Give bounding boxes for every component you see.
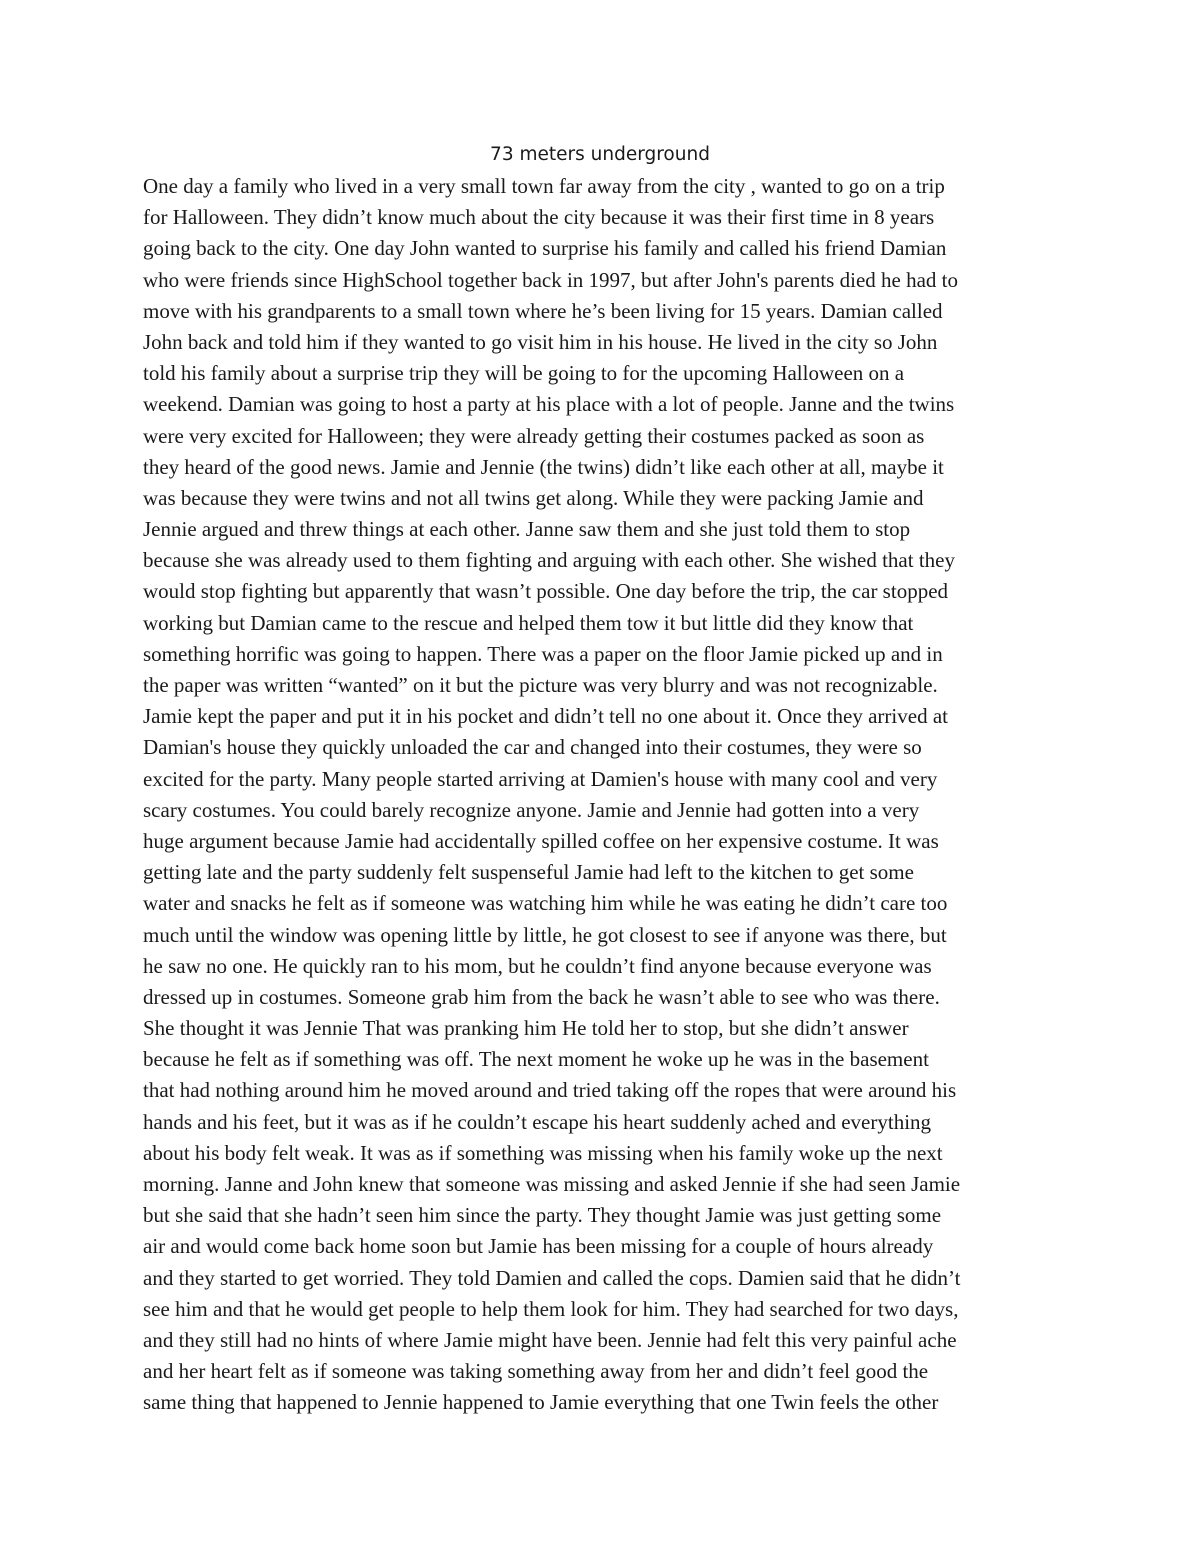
body-line: because she was already used to them fighting and arguing with each other. She wished that they xyxy=(143,548,955,573)
body-line: about his body felt weak. It was as if something was missing when his family woke up the next xyxy=(143,1140,943,1165)
body-line: but she said that she hadn’t seen him since the party. They thought Jamie was just getting some xyxy=(143,1203,942,1228)
document-body xyxy=(143,171,1083,1419)
body-line: they heard of the good news. Jamie and Jennie (the twins) didn’t like each other at all, maybe it xyxy=(143,454,944,479)
body-line: dressed up in costumes. Someone grab him from the back he wasn’t able to see who was there. xyxy=(143,984,940,1009)
body-line: working but Damian came to the rescue and helped them tow it but little did they know that xyxy=(143,610,914,635)
body-line: for Halloween. They didn’t know much about the city because it was their first time in 8 years xyxy=(143,205,935,230)
body-line: same thing that happened to Jennie happened to Jamie everything that one Twin feels the other xyxy=(143,1390,939,1415)
body-line: water and snacks he felt as if someone was watching him while he was eating he didn’t care too xyxy=(143,891,948,916)
body-line: One day a family who lived in a very small town far away from the city , wanted to go on a trip xyxy=(143,174,945,198)
body-line: who were friends since HighSchool together back in 1997, but after John's parents died he had to xyxy=(143,267,958,292)
body-line: something horrific was going to happen. There was a paper on the floor Jamie picked up and in xyxy=(143,641,943,666)
body-line: and they started to get worried. They told Damien and called the cops. Damien said that he didn’t xyxy=(143,1265,961,1290)
body-line: She thought it was Jennie That was pranking him He told her to stop, but she didn’t answer xyxy=(143,1016,909,1041)
body-line: told his family about a surprise trip they will be going to for the upcoming Halloween on a xyxy=(143,361,905,386)
body-line: scary costumes. You could barely recognize anyone. Jamie and Jennie had gotten into a very xyxy=(143,797,920,822)
body-line: see him and that he would get people to help them look for him. They had searched for two days, xyxy=(143,1296,959,1321)
body-line: Jamie kept the paper and put it in his pocket and didn’t tell no one about it. Once they arrived at xyxy=(143,704,948,729)
body-line: would stop fighting but apparently that wasn’t possible. One day before the trip, the car stopped xyxy=(143,579,949,604)
body-line: the paper was written “wanted” on it but the picture was very blurry and was not recognizable. xyxy=(143,673,938,697)
body-line: was because they were twins and not all twins get along. While they were packing Jamie and xyxy=(143,485,924,510)
body-line: getting late and the party suddenly felt suspenseful Jamie had left to the kitchen to get some xyxy=(143,860,914,885)
body-line: weekend. Damian was going to host a party at his place with a lot of people. Janne and the twins xyxy=(143,392,955,417)
body-line: air and would come back home soon but Jamie has been missing for a couple of hours already xyxy=(143,1234,934,1259)
body-line: he saw no one. He quickly ran to his mom, but he couldn’t find anyone because everyone was xyxy=(143,953,932,978)
body-line: going back to the city. One day John wanted to surprise his family and called his friend Damian xyxy=(143,236,947,261)
body-line: huge argument because Jamie had accidentally spilled coffee on her expensive costume. It was xyxy=(143,828,939,853)
body-line: and they still had no hints of where Jamie might have been. Jennie had felt this very painful ache xyxy=(143,1327,957,1352)
body-line: John back and told him if they wanted to go visit him in his house. He lived in the city so John xyxy=(143,329,938,354)
body-line: Damian's house they quickly unloaded the car and changed into their costumes, they were so xyxy=(143,735,922,760)
body-line: much until the window was opening little by little, he got closest to see if anyone was there, but xyxy=(143,922,947,947)
body-line: Jennie argued and threw things at each other. Janne saw them and she just told them to stop xyxy=(143,517,911,542)
body-line: morning. Janne and John knew that someone was missing and asked Jennie if she had seen Jamie xyxy=(143,1172,961,1196)
body-line: that had nothing around him he moved around and tried taking off the ropes that were around his xyxy=(143,1078,957,1103)
body-line: and her heart felt as if someone was taking something away from her and didn’t feel good the xyxy=(143,1359,929,1384)
body-line: because he felt as if something was off. The next moment he woke up he was in the basement xyxy=(143,1047,929,1072)
body-line: excited for the party. Many people started arriving at Damien's house with many cool and very xyxy=(143,766,938,791)
body-line: were very excited for Halloween; they were already getting their costumes packed as soon as xyxy=(143,423,925,448)
document-title: 73 meters underground xyxy=(490,144,710,165)
body-line: move with his grandparents to a small town where he’s been living for 15 years. Damian called xyxy=(143,298,943,323)
body-line: hands and his feet, but it was as if he couldn’t escape his heart suddenly ached and everything xyxy=(143,1109,932,1134)
